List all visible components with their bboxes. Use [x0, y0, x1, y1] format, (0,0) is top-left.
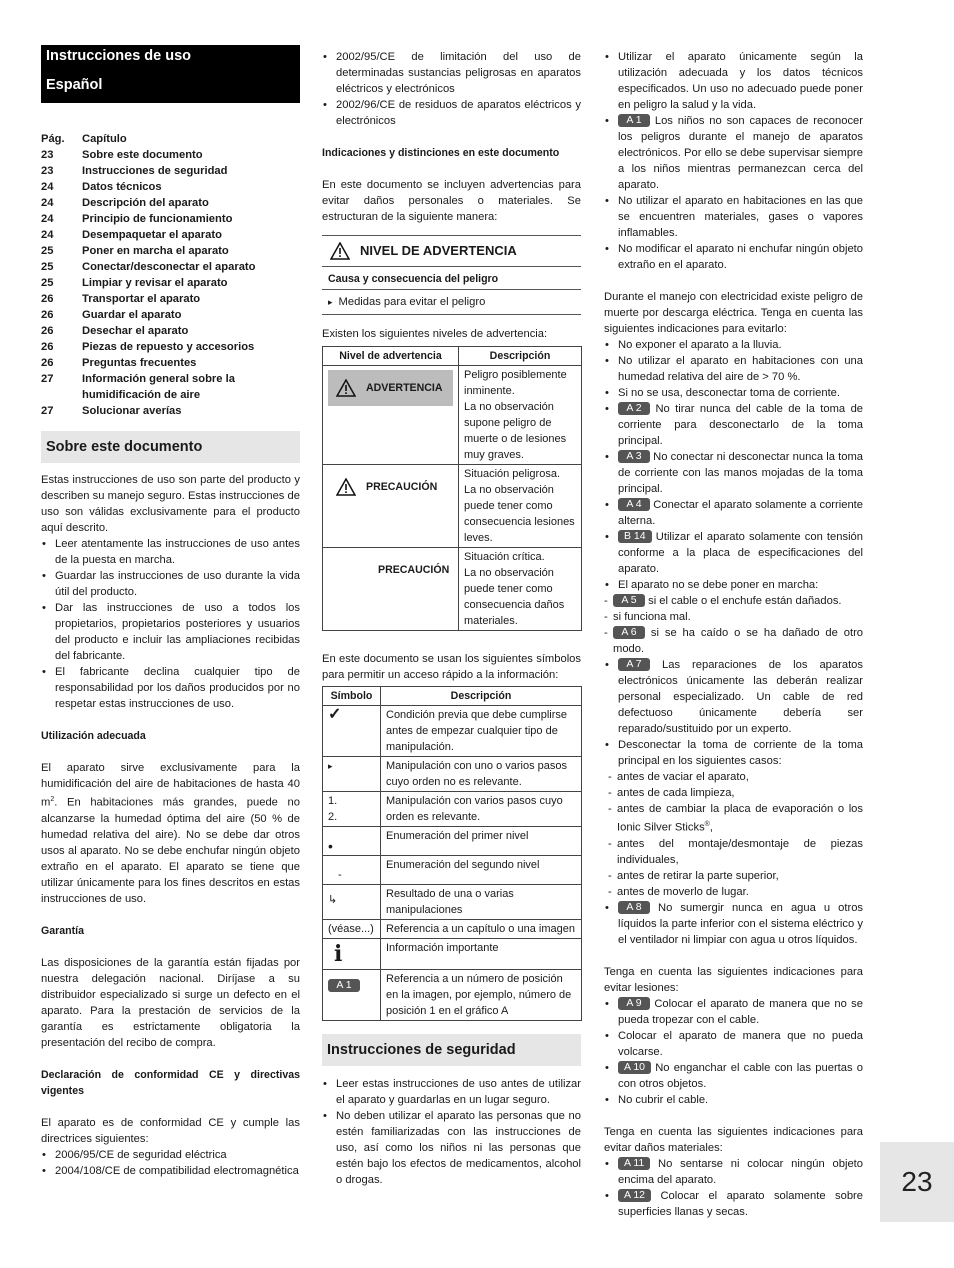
warranty-heading: Garantía — [41, 924, 84, 937]
list-item: - antes de cada limpieza, — [608, 785, 863, 801]
position-badge: B 14 — [618, 530, 652, 543]
list-item: • Desconectar la toma de corriente de la toma principal en los siguientes casos: - antes de vaciar el aparato, - antes de cada limpieza, - antes de cambiar la placa de evaporación o los Ionic Silver Sticks®, - antes del montaje/desmontaje de piezas individuales, - antes de retirar la parte superior, - antes de moverlo de lugar. — [604, 737, 863, 900]
table-row — [323, 548, 582, 631]
toc-item: 24 Principio de funcionamiento — [41, 213, 233, 225]
toc-item: 23 Sobre este documento — [41, 149, 203, 161]
symbol-description: Enumeración del segundo nivel — [381, 856, 582, 885]
level-description: Peligro posiblemente inminente. La no observación supone peligro de muerte o de lesiones muy graves. — [459, 366, 582, 465]
position-badge: A 6 — [613, 626, 645, 639]
material-list — [604, 1156, 863, 1220]
list-item: • Leer atentamente las instrucciones de uso antes de la puesta en marcha. — [41, 536, 300, 568]
symbol-description: Enumeración del primer nivel — [381, 827, 582, 856]
list-item: • No exponer el aparato a la lluvia. — [604, 337, 863, 353]
position-badge: A 3 — [618, 450, 650, 463]
list-item: • Dar las instrucciones de uso a todos los propietarios, propietarios posteriores y usuarios del producto e incluir las ampliaciones recibidas del fabricante. — [41, 600, 300, 664]
electric-intro: Durante el manejo con electricidad existe peligro de muerte por descarga eléctrica. Tenga en cuenta las siguientes indicaciones para evitarlo: — [604, 291, 863, 335]
section-heading-safety: Instrucciones de seguridad — [322, 1034, 581, 1066]
toc-item: 24 Descripción del aparato — [41, 197, 209, 209]
arrow-bullet-icon: ▸ — [328, 297, 333, 307]
table-row — [323, 885, 582, 920]
arrow-bullet-icon: ▸ — [328, 761, 333, 771]
list-item: - antes de vaciar el aparato, — [608, 769, 863, 785]
ce-list-part1 — [41, 1147, 300, 1179]
list-item: - antes de moverlo de lugar. — [608, 884, 863, 900]
info-icon: i — [334, 941, 343, 967]
list-item: • Leer estas instrucciones de uso antes de utilizar el aparato y guardarlas en un lugar seguro. — [322, 1076, 581, 1108]
warning-box-title: NIVEL DE ADVERTENCIA — [322, 236, 581, 267]
toc-item: 27 Información general sobre la humidificación de aire — [41, 373, 235, 401]
indications-heading: Indicaciones y distinciones en este documento — [322, 147, 560, 159]
table-header-cell: Nivel de advertencia — [323, 347, 459, 366]
toc-item: 25 Poner en marcha el aparato — [41, 245, 229, 257]
column-2 — [322, 49, 581, 1188]
table-header-row — [323, 347, 582, 366]
list-item: • A 9 Colocar el aparato de manera que no se pueda tropezar con el cable. — [604, 996, 863, 1028]
list-item: • A 1 Los niños no son capaces de reconocer los peligros durante el manejo de aparatos electrónicos. Por ello se debe supervisar siempre a los niños mientras permanezcan cerca del aparato. — [604, 113, 863, 193]
toc-item: 24 Datos técnicos — [41, 181, 162, 193]
toc-item: 26 Piezas de repuesto y accesorios — [41, 341, 255, 353]
injury-intro: Tenga en cuenta las siguientes indicaciones para evitar lesiones: — [604, 965, 863, 994]
list-item: • 2002/95/CE de limitación del uso de determinadas sustancias peligrosas en aparatos eléctricos y electrónicos — [322, 49, 581, 97]
list-item: - A 5 si el cable o el enchufe están dañados. — [604, 593, 863, 609]
symbol-cell — [323, 827, 381, 856]
table-row — [323, 920, 582, 939]
symbols-intro: En este documento se usan los siguientes símbolos para permitir un acceso rápido a la información: — [322, 653, 581, 681]
position-badge: A 10 — [618, 1061, 651, 1074]
warning-triangle-icon — [336, 379, 356, 397]
toc-col-chapter: Capítulo — [82, 133, 127, 145]
table-row — [323, 792, 582, 827]
symbol-cell: (véase...) — [323, 920, 381, 939]
ce-list-part2 — [322, 49, 581, 129]
toc-item: 24 Desempaquetar el aparato — [41, 229, 222, 241]
toc-item: 25 Conectar/desconectar el aparato — [41, 261, 256, 273]
bullet-icon: • — [328, 838, 333, 854]
level-description: Situación peligrosa. La no observación puede tener como consecuencia lesiones leves. — [459, 465, 582, 548]
toc-col-page: Pág. — [41, 133, 65, 145]
check-icon: ✓ — [328, 706, 342, 723]
about-bullets — [41, 536, 300, 712]
level-description: Situación crítica. La no observación puede tener como consecuencia daños materiales. — [459, 548, 582, 631]
use-heading: Utilización adecuada — [41, 730, 146, 742]
list-item: - antes de retirar la parte superior, — [608, 868, 863, 884]
table-header-cell: Descripción — [459, 347, 582, 366]
symbol-cell — [323, 939, 381, 970]
ce-text: El aparato es de conformidad CE y cumple las directrices siguientes: — [41, 1116, 300, 1145]
toc-item: 25 Limpiar y revisar el aparato — [41, 277, 228, 289]
disconnect-list — [608, 769, 863, 900]
table-row — [323, 856, 582, 885]
position-badge: A 11 — [618, 1157, 650, 1170]
toc-list — [41, 147, 300, 419]
position-badge: A 2 — [618, 402, 650, 415]
list-item: - si funciona mal. — [604, 609, 863, 625]
list-item: - A 6 si se ha caído o se ha dañado de otro modo. — [604, 625, 863, 657]
column-3 — [604, 49, 863, 1220]
list-item: • 2004/108/CE de compatibilidad electromagnética — [41, 1163, 300, 1179]
level-cell: ADVERTENCIA — [323, 366, 459, 465]
warning-box-measure: ▸ Medidas para evitar el peligro — [322, 289, 581, 314]
level-cell: PRECAUCIÓN — [323, 548, 459, 631]
position-badge: A 9 — [618, 997, 650, 1010]
table-row — [323, 757, 582, 792]
table-header-row — [323, 687, 582, 706]
list-item: • Si no se usa, desconectar toma de corriente. — [604, 385, 863, 401]
list-item: • No cubrir el cable. — [604, 1092, 863, 1108]
warning-levels-table — [322, 346, 582, 631]
list-item: - antes de cambiar la placa de evaporación o los Ionic Silver Sticks®, — [608, 801, 863, 836]
list-item: • 2002/96/CE de residuos de aparatos eléctricos y electrónicos — [322, 97, 581, 129]
about-intro: Estas instrucciones de uso son parte del producto y describen su manejo seguro. Estas instrucciones de uso son válidas exclusivamente para el producto aquí descrito. — [41, 474, 300, 534]
injury-list — [604, 996, 863, 1108]
list-item: • A 11 No sentarse ni colocar ningún objeto encima del aparato. — [604, 1156, 863, 1188]
header-block — [41, 45, 300, 103]
symbol-description: Referencia a un capítulo o una imagen — [381, 920, 582, 939]
table-row — [323, 706, 582, 757]
warranty-text: Las disposiciones de la garantía están fijadas por nuestra delegación nacional. Diríjase a su distribuidor especializado si surge un defecto en el aparato. Para la prestación de servicios de la garantía es estrictamente obligatoria la presentación del recibo de compra. — [41, 956, 300, 1049]
position-badge: A 5 — [613, 594, 645, 607]
safety-list-part2 — [604, 49, 863, 273]
table-header-cell: Símbolo — [323, 687, 381, 706]
table-row — [323, 970, 582, 1021]
result-arrow-icon: ↳ — [328, 894, 338, 906]
position-badge: A 7 — [618, 658, 650, 671]
warning-triangle-icon — [330, 242, 350, 260]
levels-intro: Existen los siguientes niveles de advertencia: — [322, 328, 548, 340]
page-number: 23 — [880, 1142, 954, 1222]
indications-intro: En este documento se incluyen advertencias para evitar daños personales o materiales. Se estructuran de la siguiente manera: — [322, 179, 581, 223]
table-row — [323, 366, 582, 465]
list-item: - antes del montaje/desmontaje de piezas individuales, — [608, 836, 863, 868]
symbol-description: Información importante — [381, 939, 582, 970]
section-heading-about: Sobre este documento — [41, 431, 300, 463]
list-item: • No deben utilizar el aparato las personas que no estén familiarizadas con las instrucciones de uso, así como los niños ni las personas que estén bajo los efectos de medicamentos, alcohol o drogas. — [322, 1108, 581, 1188]
symbol-description: Referencia a un número de posición en la imagen, por ejemplo, número de posición 1 en el gráfico A — [381, 970, 582, 1021]
document-title: Instrucciones de uso — [46, 48, 192, 64]
table-header-cell: Descripción — [381, 687, 582, 706]
list-item: • B 14 Utilizar el aparato solamente con tensión conforme a la placa de especificaciones del aparato. — [604, 529, 863, 577]
list-item: • A 8 No sumergir nunca en agua u otros líquidos la parte inferior con el sistema eléctrico y el ventilador ni limpiar con agua u otros líquidos. — [604, 900, 863, 948]
symbol-description: Resultado de una o varias manipulaciones — [381, 885, 582, 920]
symbol-cell — [323, 970, 381, 1021]
toc-item: 26 Transportar el aparato — [41, 293, 201, 305]
position-badge: A 4 — [618, 498, 650, 511]
level-cell: PRECAUCIÓN — [323, 465, 459, 548]
list-item: • Utilizar el aparato únicamente según la utilización adecuada y los datos técnicos especificados. Un uso no adecuado puede poner en peligro la salud y la vida. — [604, 49, 863, 113]
use-text: El aparato sirve exclusivamente para la humidificación del aire de habitaciones de hasta 40 $m^2$. En habitaciones más grandes, puede no alcanzarse la humedad óptima del aire (50 % de humedad relativa del aire). No se debe dar otros usos al aparato. No se debe enchufar ningún objeto extraño en el aparato. El aparato se tiene que utilizar únicamente para los fines descritos en estas instrucciones de uso. — [41, 762, 300, 905]
list-item: • No utilizar el aparato en habitaciones con una humedad relativa del aire de > 70 %. — [604, 353, 863, 385]
toc-item: 26 Guardar el aparato — [41, 309, 182, 321]
electric-list — [604, 337, 863, 577]
list-item: • El fabricante declina cualquier tipo de responsabilidad por los daños producidos por no respetar estas instrucciones de uso. — [41, 664, 300, 712]
list-item: • El aparato no se debe poner en marcha: - A 5 si el cable o el enchufe están dañados. - si funciona mal. - A 6 si se ha caído o se ha dañado de otro modo. — [604, 577, 863, 657]
position-badge: A 12 — [618, 1189, 651, 1202]
symbol-cell — [323, 706, 381, 757]
list-item: • A 3 No conectar ni desconectar nunca la toma de corriente con las manos mojadas de la toma principal. — [604, 449, 863, 497]
toc-item: 23 Instrucciones de seguridad — [41, 165, 228, 177]
list-item: • A 7 Las reparaciones de los aparatos electrónicos únicamente las deberán realizar personal especializado. Un cable de red defectuoso únicamente debería ser reparado/sustituido por un experto. — [604, 657, 863, 737]
ce-heading: Declaración de conformidad CE y directivas vigentes — [41, 1068, 300, 1097]
list-item: • Colocar el aparato de manera que no pueda volcarse. — [604, 1028, 863, 1060]
warning-box-cause: Causa y consecuencia del peligro — [328, 273, 499, 285]
warning-triangle-icon — [336, 478, 356, 496]
no-start-list — [604, 593, 863, 657]
toc-item: 26 Preguntas frecuentes — [41, 357, 197, 369]
language-label: Español — [46, 77, 103, 93]
list-item: • 2006/95/CE de seguridad eléctrica — [41, 1147, 300, 1163]
column-1 — [41, 45, 300, 1179]
dash-icon: - — [338, 869, 342, 881]
symbols-table — [322, 686, 582, 1021]
list-item: • A 4 Conectar el aparato solamente a corriente alterna. — [604, 497, 863, 529]
position-badge: A 1 — [328, 979, 360, 992]
table-row — [323, 465, 582, 548]
list-item: • No modificar el aparato ni enchufar ningún objeto extraño en el aparato. — [604, 241, 863, 273]
list-item: • A 2 No tirar nunca del cable de la toma de corriente para desconectarlo de la toma principal. — [604, 401, 863, 449]
symbol-description: Manipulación con uno o varios pasos cuyo orden no es relevante. — [381, 757, 582, 792]
symbol-description: Condición previa que debe cumplirse antes de empezar cualquier tipo de manipulación. — [381, 706, 582, 757]
list-item: • A 10 No enganchar el cable con las puertas o con otros objetos. — [604, 1060, 863, 1092]
toc-item: 27 Solucionar averías — [41, 405, 182, 417]
symbol-cell — [323, 885, 381, 920]
symbol-cell — [323, 757, 381, 792]
list-item: • A 12 Colocar el aparato solamente sobre superficies llanas y secas. — [604, 1188, 863, 1220]
table-row — [323, 939, 582, 970]
symbol-description: Manipulación con varios pasos cuyo orden es relevante. — [381, 792, 582, 827]
toc-item: 26 Desechar el aparato — [41, 325, 189, 337]
no-start-block — [604, 577, 863, 948]
toc-header — [41, 131, 300, 147]
warning-structure-box — [322, 235, 581, 315]
position-badge: A 8 — [618, 901, 650, 914]
position-badge: A 1 — [618, 114, 650, 127]
table-of-contents — [41, 131, 300, 419]
material-intro: Tenga en cuenta las siguientes indicaciones para evitar daños materiales: — [604, 1125, 863, 1154]
table-row — [323, 827, 582, 856]
symbol-cell — [323, 856, 381, 885]
symbol-cell: 1. 2. — [323, 792, 381, 827]
list-item: • Guardar las instrucciones de uso durante la vida útil del producto. — [41, 568, 300, 600]
safety-list-part1 — [322, 1076, 581, 1188]
list-item: • No utilizar el aparato en habitaciones en las que se encuentren materiales, gases o vapores inflamables. — [604, 193, 863, 241]
